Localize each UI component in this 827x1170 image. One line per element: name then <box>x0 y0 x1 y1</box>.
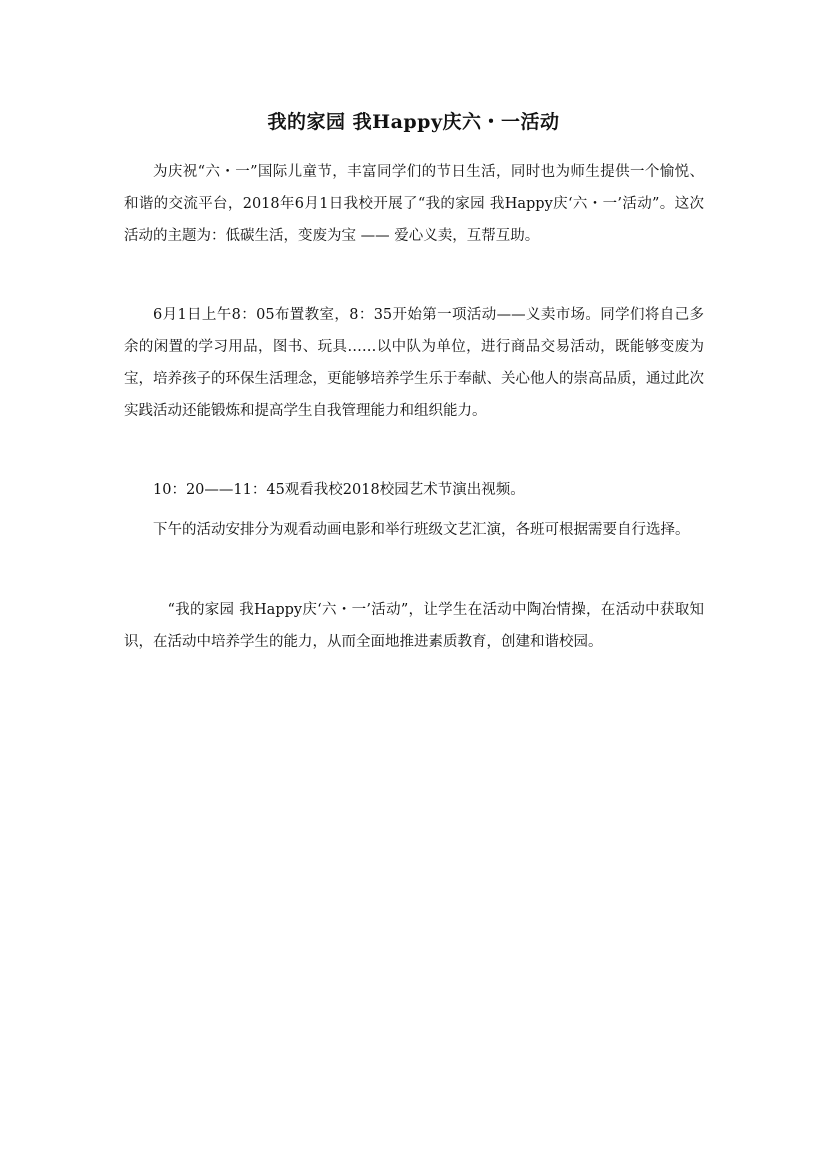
document-title: 我的家园 我Happy庆六・一活动 <box>267 111 560 133</box>
paragraph-afternoon-schedule: 下午的活动安排分为观看动画电影和举行班级文艺汇演，各班可根据需要自行选择。 <box>153 522 690 538</box>
paragraph-intro: 为庆祝“六・一”国际儿童节，丰富同学们的节日生活，同时也为师生提供一个愉悦、和谐的交流平台，2018年6月1日我校开展了“我的家园 我Happy庆‘六・一’活动”。这次活动的主题为：低碳生活，变废为宝 —— 爱心义卖，互帮互助。 <box>124 164 704 244</box>
paragraph-video-schedule: 10：20——11：45观看我校2018校园艺术节演出视频。 <box>153 482 525 498</box>
paragraph-morning-schedule: 6月1日上午8：05布置教室，8：35开始第一项活动——义卖市场。同学们将自己多余的闲置的学习用品，图书、玩具……以中队为单位，进行商品交易活动，既能够变废为宝，培养孩子的环保生活理念，更能够培养学生乐于奉献、关心他人的崇高品质，通过此次实践活动还能锻炼和提高学生自我管理能力和组织能力。 <box>124 307 704 419</box>
paragraph-conclusion: “我的家园 我Happy庆‘六・一’活动”，让学生在活动中陶冶情操，在活动中获取知识，在活动中培养学生的能力，从而全面地推进素质教育，创建和谐校园。 <box>124 602 704 650</box>
